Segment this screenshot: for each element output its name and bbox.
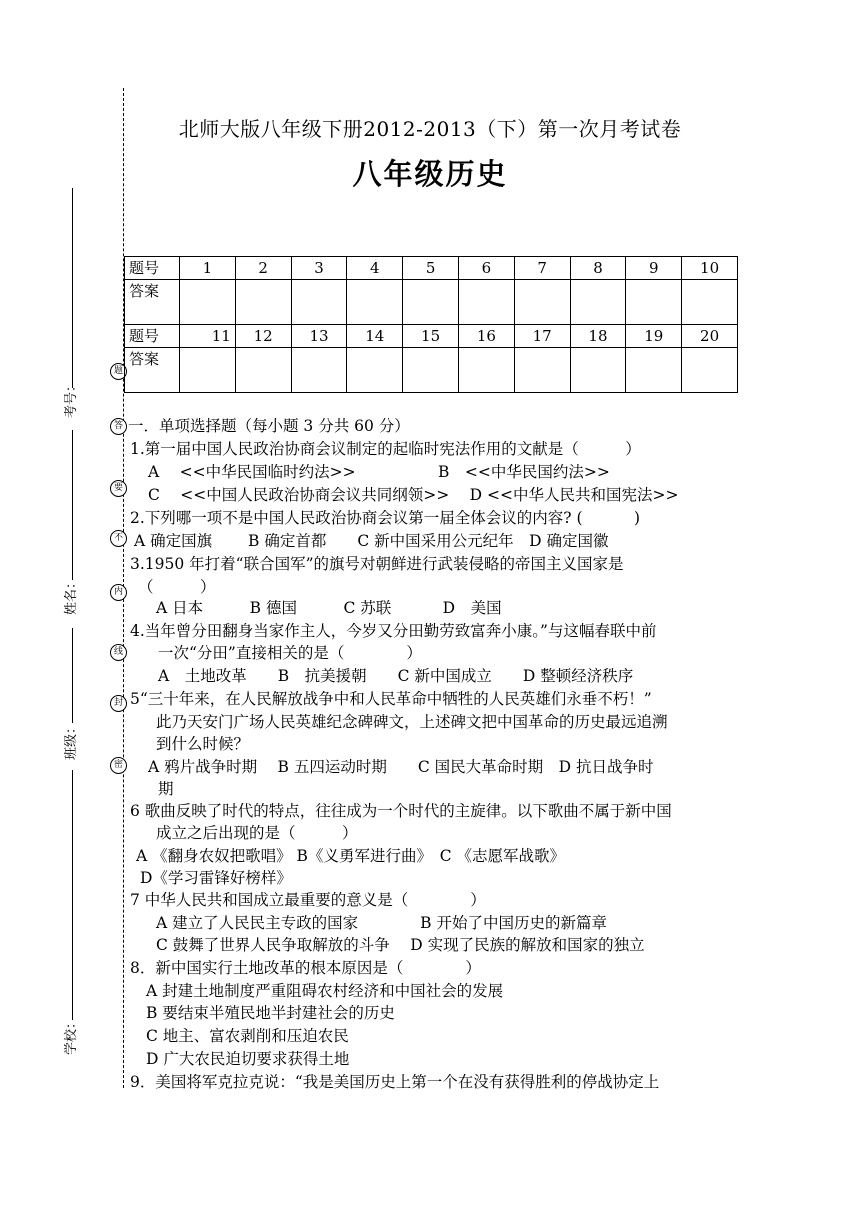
question-number: 12: [235, 325, 291, 348]
answer-label: 答案: [125, 348, 180, 393]
question-options: A 封建土地制度严重阻碍农村经济和中国社会的发展: [146, 982, 504, 1000]
answer-cell[interactable]: [180, 348, 236, 393]
question-number-label: 题号: [125, 257, 180, 280]
question-number: 2: [235, 257, 291, 280]
answer-cell[interactable]: [514, 280, 570, 325]
question-stem: 到什么时候？: [156, 735, 250, 753]
seal-circle: 内: [110, 584, 127, 601]
answer-cell[interactable]: [682, 280, 738, 325]
answer-cell[interactable]: [403, 348, 459, 393]
question-options: A 确定国旗 B 确定首都 C 新中国采用公元纪年 D 确定国徽: [134, 532, 609, 550]
answer-cell[interactable]: [570, 348, 626, 393]
exam-number-label: 考号：: [64, 378, 79, 418]
name-line: [72, 430, 73, 580]
question-options: A 日本 B 德国 C 苏联 D 美国: [156, 599, 502, 617]
question-options: C 地主、富农剥削和压迫农民: [146, 1027, 349, 1045]
answer-label: 答案: [125, 280, 180, 325]
question-number: 7: [514, 257, 570, 280]
question-options: A 建立了人民民主专政的国家 B 开始了中国历史的新篇章: [156, 914, 607, 932]
question-number: 19: [626, 325, 682, 348]
question-stem: 一次“分田”直接相关的是（ ）: [158, 644, 422, 662]
question-number: 9: [626, 257, 682, 280]
answer-cell[interactable]: [626, 348, 682, 393]
question-options: C 鼓舞了世界人民争取解放的斗争 D 实现了民族的解放和国家的独立: [156, 936, 645, 954]
seal-circle: 要: [110, 480, 127, 497]
answer-cell[interactable]: [626, 280, 682, 325]
school-label: 学校：: [64, 1015, 79, 1055]
question-number: 13: [291, 325, 347, 348]
question-options: 期: [158, 780, 174, 798]
question-options: A <<中华民国临时约法>> B <<中华民国约法>>: [148, 463, 610, 481]
question-number: 6: [458, 257, 514, 280]
answer-cell[interactable]: [347, 348, 403, 393]
answer-cell[interactable]: [291, 280, 347, 325]
answer-cell[interactable]: [458, 348, 514, 393]
question-number: 16: [458, 325, 514, 348]
question-stem: 成立之后出现的是（ ）: [156, 824, 358, 842]
answer-cell[interactable]: [235, 348, 291, 393]
answer-cell[interactable]: [347, 280, 403, 325]
seal-circle: 封: [110, 695, 127, 712]
question-stem: 7 中华人民共和国成立最重要的意义是（ ）: [130, 891, 486, 909]
question-options: D《学习雷锋好榜样》: [140, 869, 292, 887]
seal-circle: 题: [110, 363, 127, 380]
question-stem: 2.下列哪一项不是中国人民政治协商会议第一届全体会议的内容? ( ): [130, 509, 641, 527]
table-row: [125, 257, 738, 280]
class-label: 班级：: [64, 720, 79, 760]
question-options: A 土地改革 B 抗美援朝 C 新中国成立 D 整顿经济秩序: [158, 667, 634, 685]
seal-circle: 密: [110, 757, 127, 774]
question-number-label: 题号: [125, 325, 180, 348]
seal-circle: 不: [110, 530, 127, 547]
question-number: 11: [180, 325, 236, 348]
question-number: 3: [291, 257, 347, 280]
question-options: A 鸦片战争时期 B 五四运动时期 C 国民大革命时期 D 抗日战争时: [148, 758, 654, 776]
question-stem: 1.第一届中国人民政治协商会议制定的起临时宪法作用的文献是（ ）: [130, 440, 641, 458]
exam-title: 北师大版八年级下册2012-2013（下）第一次月考试卷: [178, 117, 682, 141]
question-number: 10: [682, 257, 738, 280]
table-row: [125, 348, 738, 393]
question-options: D 广大农民迫切要求获得土地: [146, 1050, 350, 1068]
question-stem: 8．新中国实行土地改革的根本原因是（ ）: [130, 959, 481, 977]
exam-number-line: [72, 188, 73, 388]
table-row: [125, 280, 738, 325]
question-number: 1: [180, 257, 236, 280]
answer-cell[interactable]: [403, 280, 459, 325]
name-label: 姓名：: [64, 575, 79, 615]
question-stem: 此乃天安门广场人民英雄纪念碑碑文，上述碑文把中国革命的历史最远追溯: [156, 713, 668, 731]
question-stem: 5“三十年来，在人民解放战争中和人民革命中牺牲的人民英雄们永垂不朽！”: [130, 690, 652, 708]
question-number: 18: [570, 325, 626, 348]
answer-cell[interactable]: [291, 348, 347, 393]
question-number: 14: [347, 325, 403, 348]
question-stem: 4.当年曾分田翻身当家作主人，今岁又分田勤劳致富奔小康。”与这幅春联中前: [130, 622, 657, 640]
answer-cell[interactable]: [514, 348, 570, 393]
subject-title: 八年级历史: [352, 157, 508, 191]
question-number: 17: [514, 325, 570, 348]
answer-cell[interactable]: [235, 280, 291, 325]
question-stem: 6 歌曲反映了时代的特点，往往成为一个时代的主旋律。以下歌曲不属于新中国: [130, 802, 672, 820]
question-stem: 9．美国将军克拉克说：“我是美国历史上第一个在没有获得胜利的停战协定上: [130, 1073, 660, 1091]
table-row: [125, 325, 738, 348]
question-options: B 要结束半殖民地半封建社会的历史: [146, 1004, 395, 1022]
seal-circle: 答: [110, 418, 127, 435]
school-line: [72, 770, 73, 1020]
question-number: 20: [682, 325, 738, 348]
question-number: 15: [403, 325, 459, 348]
class-line: [72, 628, 73, 723]
section-heading: 一．单项选择题（每小题 3 分共 60 分）: [128, 417, 410, 435]
answer-cell[interactable]: [570, 280, 626, 325]
question-options: C <<中国人民政治协商会议共同纲领>> D <<中华人民共和国宪法>>: [148, 486, 679, 504]
question-number: 4: [347, 257, 403, 280]
question-stem: 3.1950 年打着“联合国军”的旗号对朝鲜进行武装侵略的帝国主义国家是: [130, 555, 624, 573]
answer-cell[interactable]: [458, 280, 514, 325]
answer-table: [124, 256, 738, 393]
answer-cell[interactable]: [180, 280, 236, 325]
question-number: 5: [403, 257, 459, 280]
question-stem: （ ）: [138, 578, 216, 596]
question-options: A 《翻身农奴把歌唱》 B《义勇军进行曲》 C 《志愿军战歌》: [136, 847, 565, 865]
answer-cell[interactable]: [682, 348, 738, 393]
question-number: 8: [570, 257, 626, 280]
seal-circle: 线: [110, 644, 127, 661]
